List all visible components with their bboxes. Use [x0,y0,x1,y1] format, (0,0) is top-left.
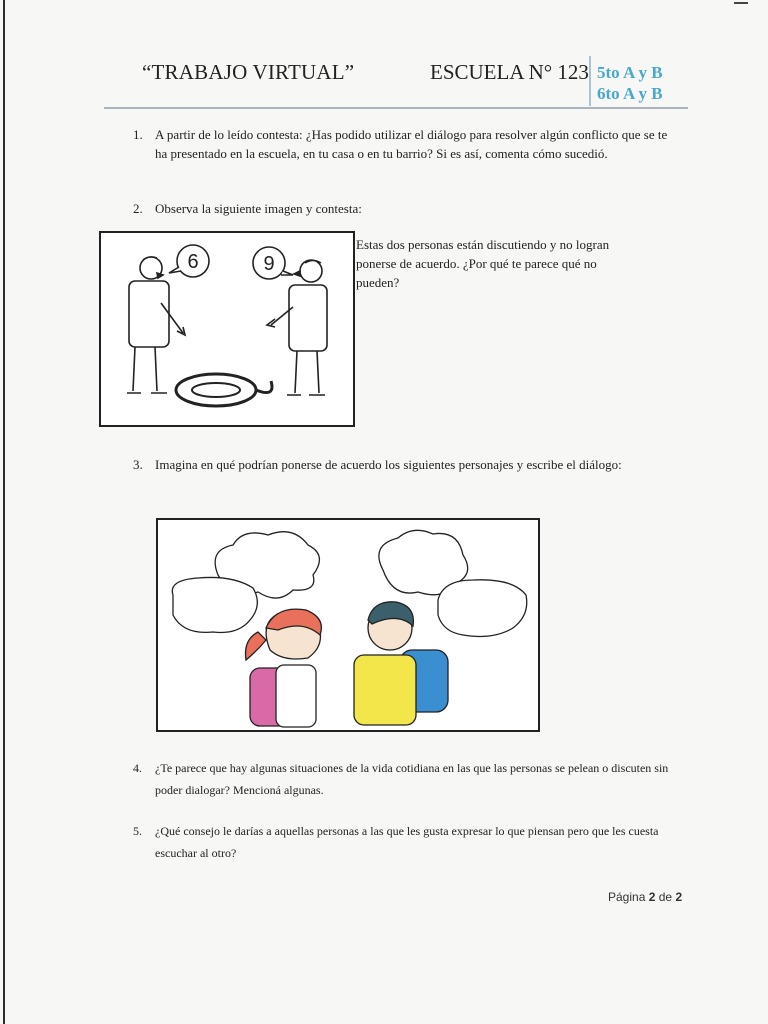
page-total: 2 [675,890,683,904]
question-3 [133,455,693,474]
right-bubble-number: 9 [263,253,275,275]
question-number: 2. [133,201,143,216]
question-text: Observa la siguiente imagen y contesta: [155,201,362,216]
page-number [608,890,682,904]
question-number: 5. [133,824,142,838]
question-2 [133,199,673,218]
scan-corner-mark [734,2,748,4]
speech-bubble [172,577,257,632]
scan-edge-line [3,0,5,1024]
page-label: Página [608,890,646,904]
question-5 [133,820,673,864]
grade-6: 6to A y B [597,84,663,103]
question-text: Imagina en qué podrían ponerse de acuerdo los siguientes personajes y escribe el diálogo: [155,457,622,472]
grade-5: 5to A y B [597,63,663,82]
question-4 [133,757,673,801]
header-rule [104,107,688,109]
question-text: A partir de lo leído contesta: ¿Has podido utilizar el diálogo para resolver algún conflicto que se te ha presentado en la escuela, en tu casa o en tu barrio? Si es así, comenta cómo sucedió. [155,127,668,161]
question-text: ¿Te parece que hay algunas situaciones de la vida cotidiana en las que las personas se pelean o discuten sin poder dialogar? Mencioná algunas. [155,761,669,797]
image-caption: Estas dos personas están discutiendo y no logran ponerse de acuerdo. ¿Por qué te parece qué no pueden? [356,237,610,290]
question-number: 1. [133,127,143,142]
kids-dialogue-image [156,518,540,732]
arguing-people-image [99,231,355,427]
left-bubble-number: 6 [187,251,199,273]
school-name: ESCUELA N° 123 [430,60,589,84]
question-text: ¿Qué consejo le darías a aquellas personas a las que les gusta expresar lo que piensan pero que les cuesta escuchar al otro? [155,824,659,860]
question-number: 4. [133,761,142,775]
speech-bubble [438,580,527,637]
header-divider [589,56,591,106]
question-1 [133,125,673,163]
question-number: 3. [133,457,143,472]
page-of: de [658,890,673,904]
page-current: 2 [648,890,656,904]
grade-list [597,62,663,104]
document-title: “TRABAJO VIRTUAL” [142,60,355,84]
